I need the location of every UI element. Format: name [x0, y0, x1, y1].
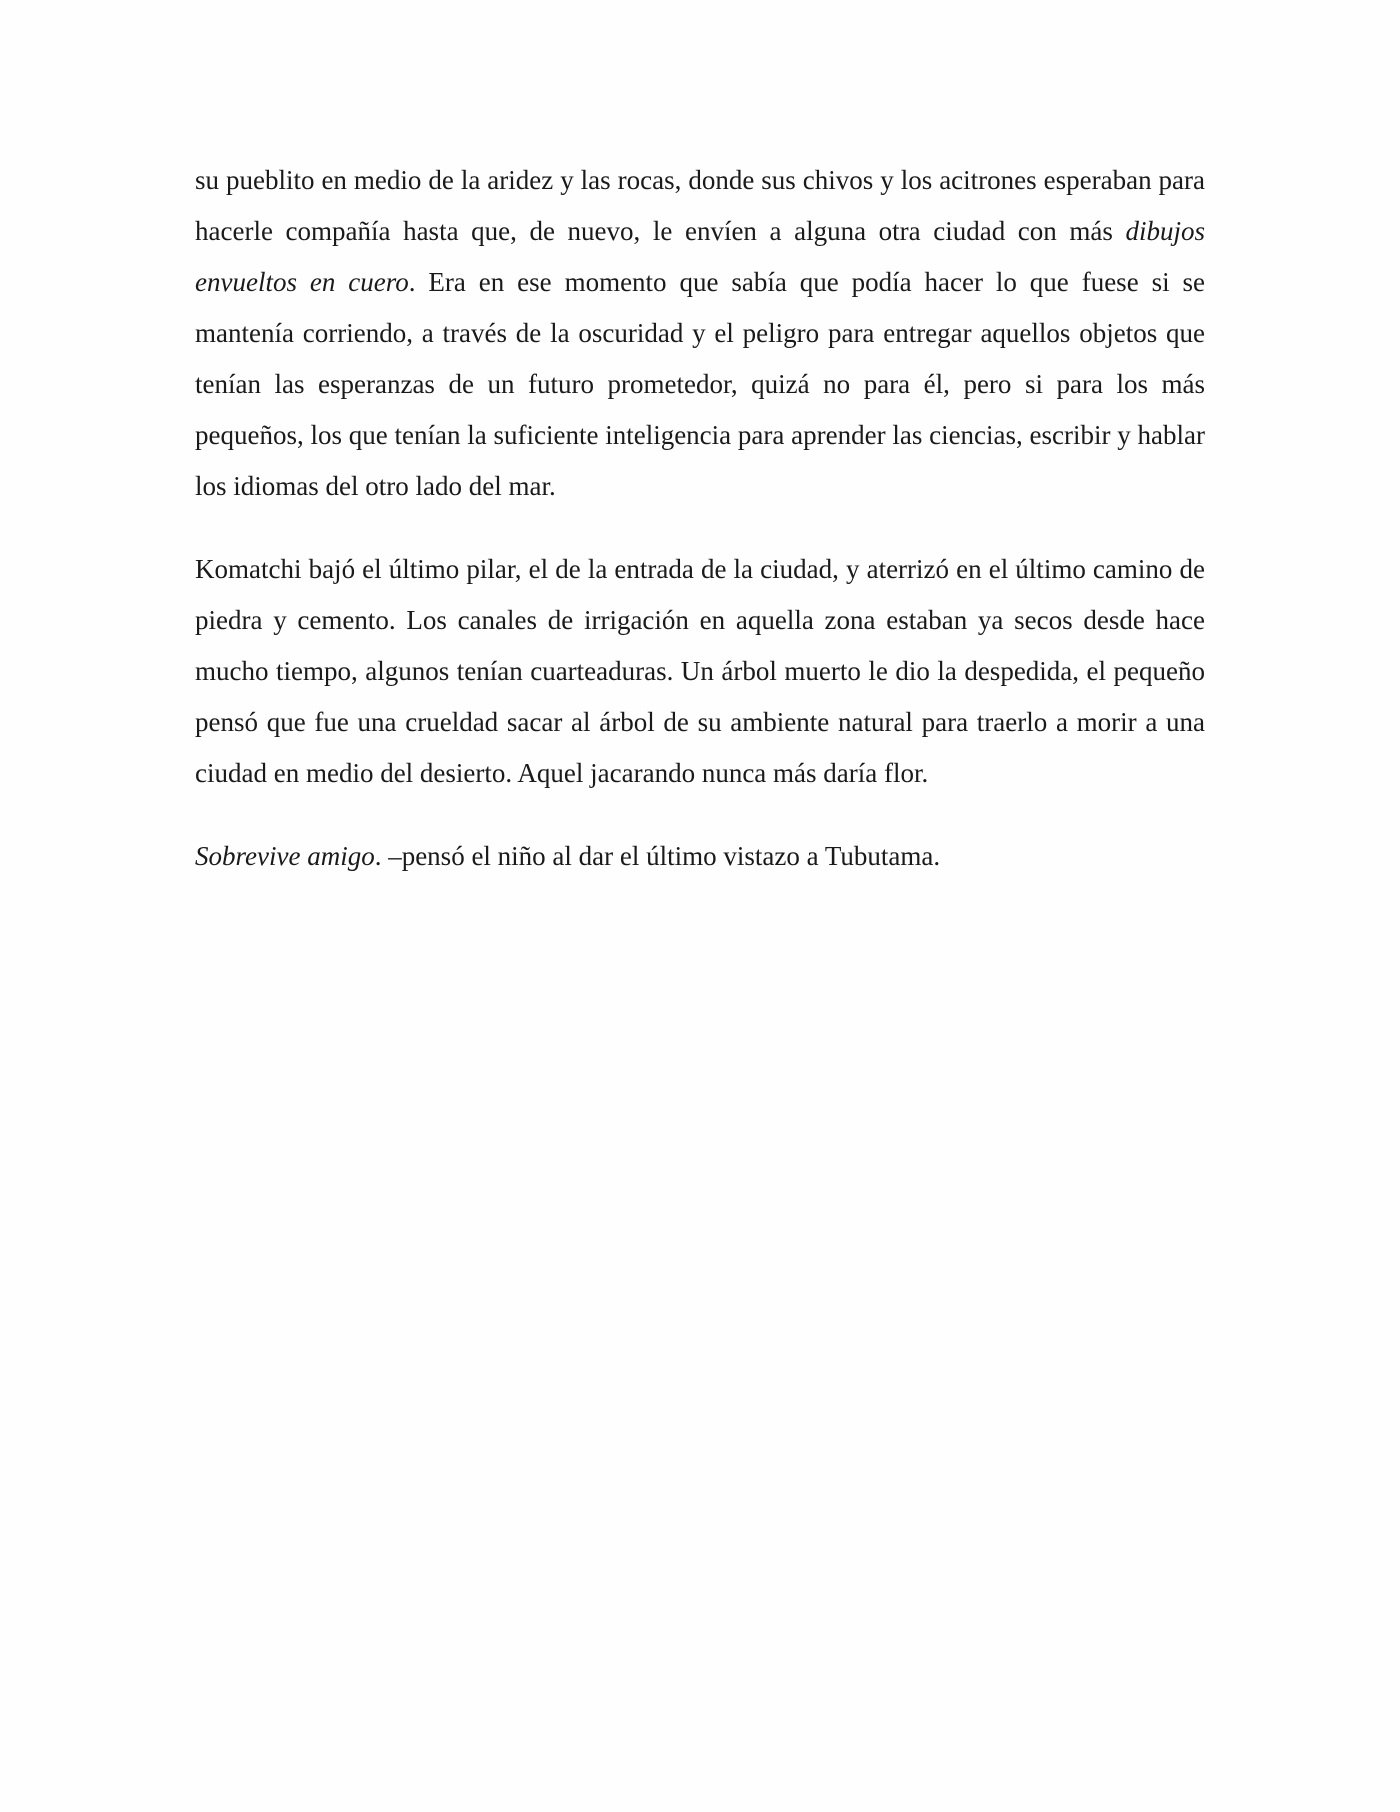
paragraph-1-text-start: su pueblito en medio de la aridez y las rocas, donde sus chivos y los acitrones esperaban para hacerle compañía hasta que, de nuevo, le envíen a alguna otra ciudad con más	[195, 165, 1205, 246]
paragraph-3-italic-phrase: Sobrevive amigo	[195, 841, 375, 871]
paragraph-3-text: . –pensó el niño al dar el último vistazo a Tubutama.	[374, 841, 941, 871]
paragraph-2	[195, 544, 1205, 799]
paragraph-3	[195, 831, 1205, 882]
body-text	[195, 155, 1205, 914]
paragraph-1	[195, 155, 1205, 512]
paragraph-1-italic-phrase: dibujos envueltos en cuero	[195, 216, 1205, 297]
paragraph-2-text: Komatchi bajó el último pilar, el de la entrada de la ciudad, y aterrizó en el último camino de piedra y cemento. Los canales de irrigación en aquella zona estaban ya secos desde hace mucho tiempo, algunos tenían cuarteaduras. Un árbol muerto le dio la despedida, el pequeño pensó que fue una crueldad sacar al árbol de su ambiente natural para traerlo a morir a una ciudad en medio del desierto. Aquel jacarando nunca más daría flor.	[195, 554, 1205, 788]
paragraph-1-text-end: . Era en ese momento que sabía que podía hacer lo que fuese si se mantenía corriendo, a través de la oscuridad y el peligro para entregar aquellos objetos que tenían las esperanzas de un futuro prometedor, quizá no para él, pero si para los más pequeños, los que tenían la suficiente inteligencia para aprender las ciencias, escribir y hablar los idiomas del otro lado del mar.	[195, 267, 1205, 501]
